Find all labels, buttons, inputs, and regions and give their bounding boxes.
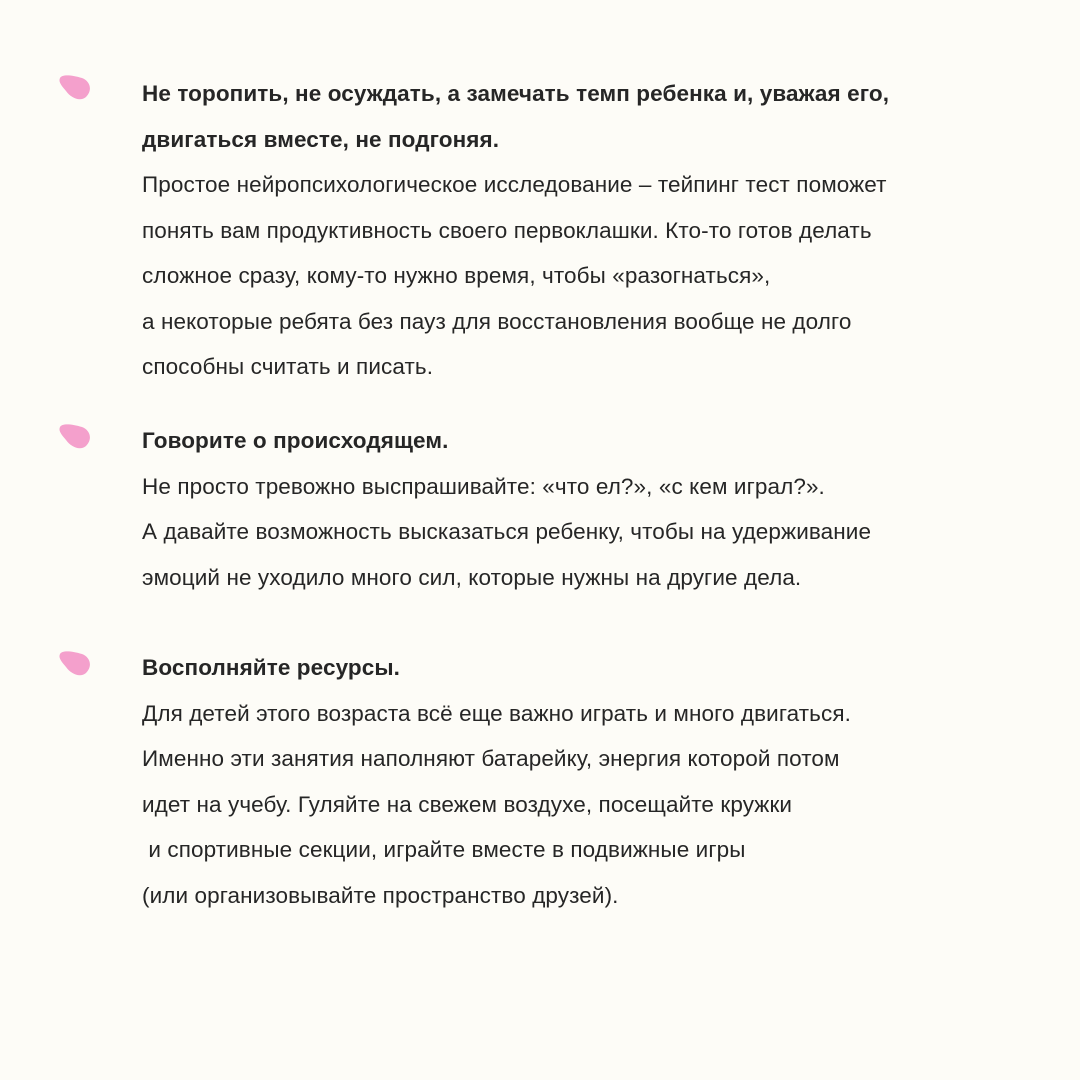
tip-body-line: А давайте возможность высказаться ребенку, чтобы на удерживание bbox=[142, 519, 872, 544]
tip-body-line: а некоторые ребята без пауз для восстановления вообще не долго bbox=[142, 308, 852, 334]
tip-body bbox=[142, 691, 1042, 919]
tip-body-line: Для детей этого возраста всё еще важно играть и много двигаться. bbox=[142, 700, 851, 726]
tip-body-line: и спортивные секции, играйте вместе в подвижные игры bbox=[142, 837, 746, 862]
tip-title-line: двигаться вместе, не подгоняя. bbox=[142, 126, 500, 152]
tip-body bbox=[142, 464, 1042, 601]
tip-title-line: Восполняйте ресурсы. bbox=[142, 655, 401, 680]
tip-title bbox=[142, 418, 1042, 464]
tip-body-line: Простое нейропсихологическое исследование – тейпинг тест поможет bbox=[142, 172, 887, 197]
tip-body-line: (или организовывайте пространство друзей). bbox=[142, 882, 619, 908]
tip-body-line: Не просто тревожно выспрашивайте: «что ел?», «с кем играл?». bbox=[142, 473, 825, 499]
tip-body-line: идет на учебу. Гуляйте на свежем воздухе, посещайте кружки bbox=[142, 791, 793, 817]
tip-title bbox=[142, 71, 1042, 162]
tip-body-line: эмоций не уходило много сил, которые нужны на другие дела. bbox=[142, 564, 802, 590]
tip-title bbox=[142, 645, 1042, 691]
tip-body bbox=[142, 162, 1042, 390]
petal-bullet-icon bbox=[58, 74, 91, 100]
petal-bullet-icon bbox=[58, 423, 91, 449]
tip-body-line: Именно эти занятия наполняют батарейку, энергия которой потом bbox=[142, 746, 840, 771]
tip-body-line: понять вам продуктивность своего первоклашки. Кто-то готов делать bbox=[142, 217, 872, 243]
tip-title-line: Не торопить, не осуждать, а замечать темп ребенка и, уважая его, bbox=[142, 81, 890, 106]
tip-body-line: сложное сразу, кому-то нужно время, чтобы «разогнаться», bbox=[142, 263, 771, 288]
petal-bullet-icon bbox=[58, 650, 91, 676]
tip-title-line: Говорите о происходящем. bbox=[142, 428, 449, 453]
tip-body-line: способны считать и писать. bbox=[142, 354, 434, 379]
